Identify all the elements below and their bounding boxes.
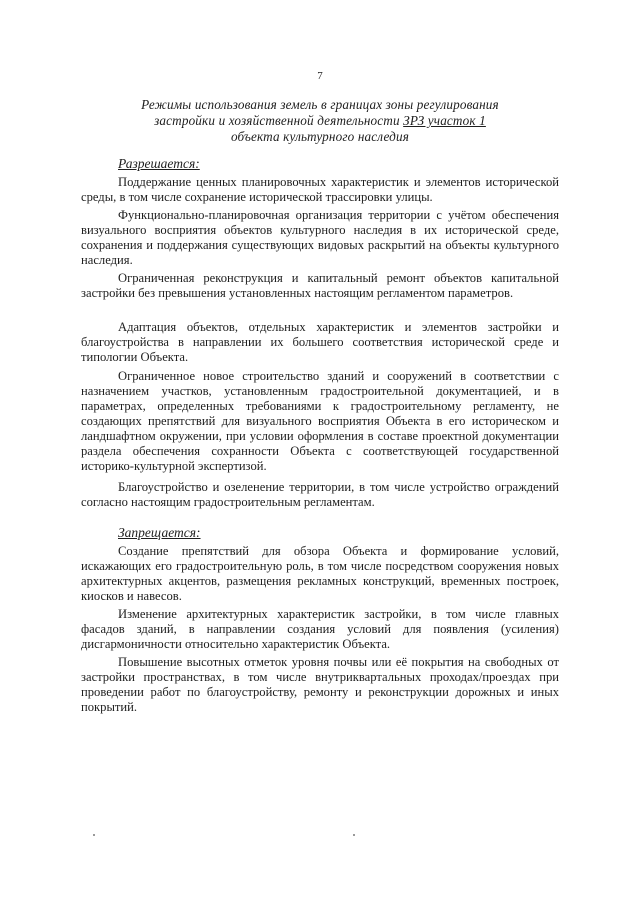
document-title bbox=[80, 97, 560, 145]
title-line-1: Режимы использования земель в границах зоны регулирования bbox=[141, 97, 499, 112]
title-line-2 bbox=[80, 113, 560, 129]
title-zone-code: ЗРЗ участок 1 bbox=[403, 113, 486, 128]
forbidden-paragraph: Повышение высотных отметок уровня почвы или её покрытия на свободных от застройки пространствах, в том числе внутриквартальных проходах/проездах при проведении работ по благоустройству, ремонту и реконструкции дорожных и иных покрытий. bbox=[81, 655, 559, 714]
allowed-paragraph: Ограниченное новое строительство зданий и сооружений в соответствии с назначением участков, установленным градостроительной документацией, и в параметрах, определенных требованиями к градостроительному регламенту, не создающих препятствий для визуального восприятия Объекта в его историческом и ландшафтном окружении, при условии оформления в составе проектной документации раздела обеспечения сохранности Объекта с соответствующей государственной историко-культурной экспертизой. bbox=[81, 369, 559, 473]
title-line-3: объекта культурного наследия bbox=[230, 129, 410, 144]
allowed-paragraph: Поддержание ценных планировочных характеристик и элементов исторической среды, в том числе сохранение исторической трассировки улицы. bbox=[81, 175, 559, 204]
forbidden-paragraph: Создание препятствий для обзора Объекта и формирование условий, искажающих его градостроительную роль, в том числе посредством сооружения новых архитектурных акцентов, размещения рекламных конструкций, временных построек, киосков и навесов. bbox=[81, 544, 559, 603]
page-number: 7 bbox=[317, 70, 323, 82]
forbidden-heading: Запрещается: bbox=[118, 525, 201, 540]
title-line-2-prefix: застройки и хозяйственной деятельности bbox=[154, 113, 404, 128]
allowed-paragraph: Функционально-планировочная организация территории с учётом обеспечения визуального восприятия объектов культурного наследия в их исторической среде, сохранения и поддержания существующих видовых раскрытий на объекты культурного наследия. bbox=[81, 208, 559, 267]
scan-speck bbox=[353, 834, 355, 836]
allowed-paragraph: Благоустройство и озеленение территории, в том числе устройство ограждений согласно настоящим градостроительным регламентам. bbox=[81, 480, 559, 509]
allowed-heading: Разрешается: bbox=[118, 156, 200, 171]
allowed-paragraph: Ограниченная реконструкция и капитальный ремонт объектов капитальной застройки без превышения установленных настоящим регламентом параметров. bbox=[81, 271, 559, 300]
allowed-paragraph: Адаптация объектов, отдельных характеристик и элементов застройки и благоустройства в направлении их большего соответствия исторической среде и типологии Объекта. bbox=[81, 320, 559, 364]
scan-speck bbox=[93, 834, 95, 836]
forbidden-paragraph: Изменение архитектурных характеристик застройки, в том числе главных фасадов зданий, в направлении создания условий для появления (усиления) дисгармоничности относительно характеристик Объекта. bbox=[81, 607, 559, 651]
